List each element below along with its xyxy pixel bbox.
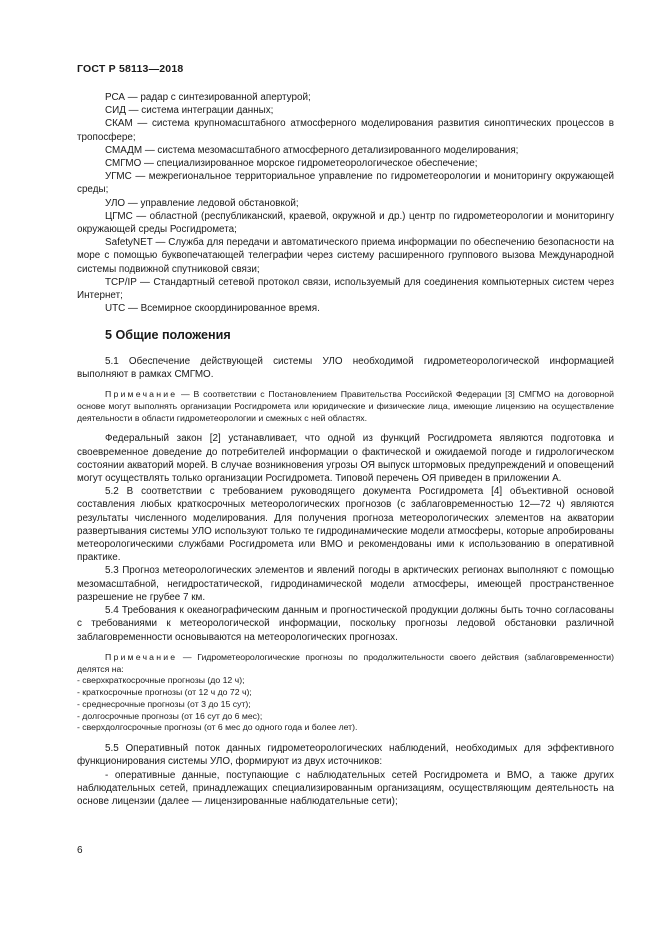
note-1-label: Примечание xyxy=(105,389,178,400)
paragraph-5-3: 5.3 Прогноз метеорологических элементов и явлений погоды в арктических регионах выполняют с помощью мезомасштабной, негидростатической, гидродинамической модели атмосферы, имеющей пространственное разрешение не грубее 7 км. xyxy=(77,565,614,603)
note-1 xyxy=(77,389,614,424)
note-2-item: - сверхкраткосрочные прогнозы (до 12 ч); xyxy=(77,675,245,686)
note-2-text: — Гидрометеорологические прогнозы по продолжительности своего действия (заблаговременности) делятся на: xyxy=(77,651,614,674)
spacer xyxy=(77,734,614,742)
section-title: 5 Общие положения xyxy=(105,328,231,343)
note-1-text: — В соответствии с Постановлением Правительства Российской Федерации [3] СМГМО на договорной основе могут выполнять организации Росгидромета или юридические и физические лица, имеющие лицензию на осуществление деятельности в области гидрометеорологии и смежных с ней областях. xyxy=(77,389,614,423)
paragraph-5-5: 5.5 Оперативный поток данных гидрометеорологических наблюдений, необходимых для эффективного функционирования системы УЛО, формируют из двух источников: xyxy=(77,743,614,768)
abbr-smgmo: СМГМО — специализированное морское гидрометеорологическое обеспечение; xyxy=(105,158,478,170)
abbr-skam: СКАМ — система крупномасштабного атмосферного моделирования развития синоптических процессов в тропосфере; xyxy=(77,118,614,143)
note-2-item: - сверхдолгосрочные прогнозы (от 6 мес до одного года и более лет). xyxy=(77,722,358,733)
abbr-sid: СИД — система интеграции данных; xyxy=(105,105,274,117)
abbr-ugms: УГМС — межрегиональное территориальное управление по гидрометеорологии и мониторингу окружающей среды; xyxy=(77,171,614,196)
abbr-smadm: СМАДМ — система мезомасштабного атмосферного детализированного моделирования; xyxy=(105,144,519,156)
abbr-rsa: РСА — радар с синтезированной апертурой; xyxy=(105,92,311,103)
page-content xyxy=(77,91,614,808)
paragraph-5-1: 5.1 Обеспечение действующей системы УЛО необходимой гидрометеорологической информацией выполняют в рамках СМГМО. xyxy=(77,355,614,380)
note-2-item: - среднесрочные прогнозы (от 3 до 15 сут); xyxy=(77,698,251,709)
note-2-item: - долгосрочные прогнозы (от 16 сут до 6 мес); xyxy=(77,710,263,721)
note-2-label: Примечание xyxy=(105,651,178,662)
note-2-item: - краткосрочные прогнозы (от 12 ч до 72 ч); xyxy=(77,687,252,698)
paragraph-federal-law: Федеральный закон [2] устанавливает, что одной из функций Росгидромета являются подготовка и своевременное доведение до потребителей информации о фактической и ожидаемой погоде и гидрологическом состоянии акваторий морей. В случае возникновения угрозы ОЯ выпуск штормовых предупреждений и оповещений могут осуществлять только организации Росгидромета. Типовой перечень ОЯ приведен в приложении А. xyxy=(77,433,614,485)
note-2 xyxy=(77,652,614,676)
abbr-tcpip: TCP/IP — Стандартный сетевой протокол связи, используемый для соединения компьютерных систем через Интернет; xyxy=(77,276,614,302)
abbr-tsgms: ЦГМС — областной (республиканский, краевой, окружной и др.) центр по гидрометеорологии и мониторингу окружающей среды Росгидромета; xyxy=(77,210,614,236)
paragraph-5-2: 5.2 В соответствии с требованием руководящего документа Росгидромета [4] объективной основой составления любых краткосрочных метеорологических прогнозов (с заблаговременностью 12—72 ч) являются результаты численного моделирования. Для получения прогноза метеорологических элементов на акватории развертывания системы УЛО используют только те гидродинамические модели атмосферы, которые апробированы метеорологическими службами Росгидромета или ВМО и рекомендованы ими к использованию в оперативной практике. xyxy=(77,486,614,564)
abbr-utc: UTC — Всемирное скоординированное время. xyxy=(105,303,320,315)
page-number: 6 xyxy=(77,845,83,856)
standard-header: ГОСТ Р 58113—2018 xyxy=(77,63,184,75)
paragraph-5-4: 5.4 Требования к океанографическим данным и прогностической продукции должны быть точно согласованы с требованиями к метеорологической информации, поскольку прогнозы ледовой обстановки различной заблаговременности основываются на метеорологических прогнозах. xyxy=(77,605,614,643)
abbr-ulo: УЛО — управление ледовой обстановкой; xyxy=(105,197,299,209)
paragraph-5-5-item-1: - оперативные данные, поступающие с наблюдательных сетей Росгидромета и ВМО, а также других наблюдательных сетей, принадлежащих специализированным организациям, осуществляющим деятельность на основе лицензии (далее — лицензированные наблюдательные сети); xyxy=(77,769,614,808)
abbr-safetynet: SafetyNET — Служба для передачи и автоматического приема информации по обеспечению безопасности на море с помощью буквопечатающей телеграфии через систему расширенного группового вызова Международной системы подвижной спутниковой связи; xyxy=(77,237,614,275)
